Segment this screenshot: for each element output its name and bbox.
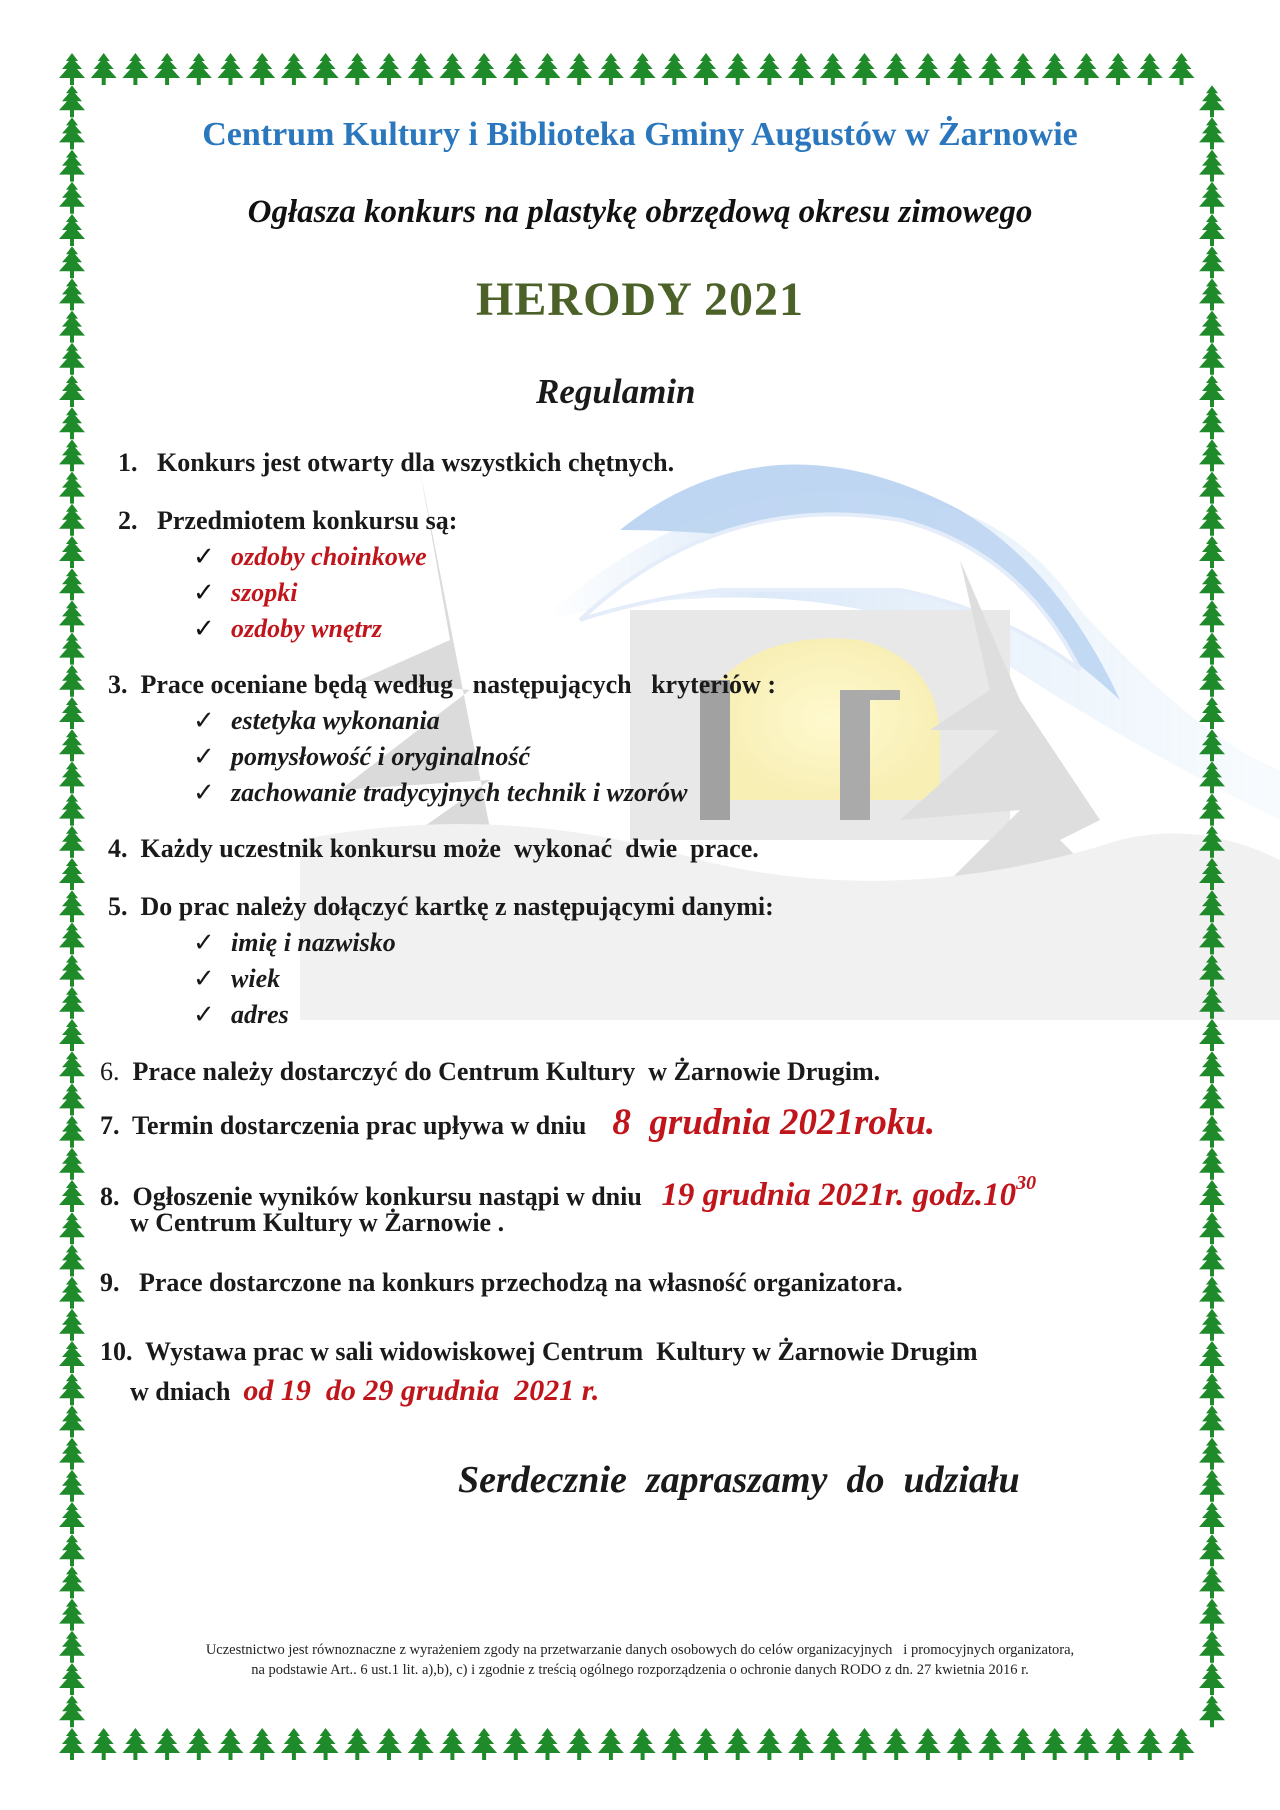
contest-title: HERODY 2021 bbox=[476, 273, 804, 326]
checkmark-icon: ✓ bbox=[193, 742, 215, 771]
rule-10-continuation: w dniach od 19 do 29 grudnia 2021 r. bbox=[130, 1374, 600, 1407]
rule-5 bbox=[108, 892, 774, 922]
rule-number: 1. bbox=[118, 448, 138, 477]
rule-number: 4. bbox=[108, 834, 128, 863]
rule-text: Każdy uczestnik konkursu może wykonać dwie prace. bbox=[140, 834, 759, 863]
rule-text: Prace dostarczone na konkurs przechodzą na własność organizatora. bbox=[139, 1268, 903, 1297]
rule-number: 6. bbox=[100, 1057, 120, 1086]
rule-number: 7. bbox=[100, 1111, 120, 1140]
rule-text: Wystawa prac w sali widowiskowej Centrum Kultury w Żarnowie Drugim bbox=[145, 1337, 978, 1366]
footer-line: Uczestnictwo jest równoznaczne z wyrażeniem zgody na przetwarzanie danych osobowych do celów organizacyjnych i promocyjnych organizatora, bbox=[205, 1642, 1075, 1658]
list-item: ✓ wiek bbox=[193, 964, 281, 993]
list-item: ✓ adres bbox=[193, 1000, 289, 1029]
rule-text: Prace należy dostarczyć do Centrum Kultury w Żarnowie Drugim. bbox=[132, 1057, 881, 1086]
rule-10 bbox=[100, 1337, 978, 1367]
checkmark-icon: ✓ bbox=[193, 614, 215, 643]
exhibition-dates: od 19 do 29 grudnia 2021 r. bbox=[243, 1374, 600, 1407]
list-item: ✓ pomysłowość i oryginalność bbox=[193, 742, 531, 771]
checkmark-icon: ✓ bbox=[193, 1000, 215, 1029]
list-item: ✓ ozdoby wnętrz bbox=[193, 614, 382, 643]
announcement-subtitle: Ogłasza konkurs na plastykę obrzędową okresu zimowego bbox=[247, 194, 1033, 230]
rule-number: 2. bbox=[118, 506, 138, 535]
organization-heading: Centrum Kultury i Biblioteka Gminy Augustów w Żarnowie bbox=[202, 116, 1078, 153]
rule-text: Prace oceniane będą według następujących kryteriów : bbox=[140, 670, 776, 699]
checkmark-icon: ✓ bbox=[193, 928, 215, 957]
rule-8-continuation: w Centrum Kultury w Żarnowie . bbox=[130, 1208, 505, 1237]
rule-number: 9. bbox=[100, 1268, 120, 1297]
results-date: 19 grudnia 2021r. $godz.10^{30}$ bbox=[661, 1172, 1037, 1213]
rule-7 bbox=[100, 1101, 935, 1144]
rule-6 bbox=[100, 1057, 880, 1087]
rule-text: Ogłoszenie wyników konkursu nastąpi w dniu bbox=[132, 1182, 642, 1211]
deadline-date: 8 grudnia 2021roku. bbox=[612, 1102, 936, 1143]
checkmark-icon: ✓ bbox=[193, 964, 215, 993]
rule-2 bbox=[118, 506, 457, 536]
list-item: ✓ zachowanie tradycyjnych technik i wzorów bbox=[193, 778, 688, 807]
rule-9 bbox=[100, 1268, 903, 1298]
rule-text: Konkurs jest otwarty dla wszystkich chętnych. bbox=[157, 448, 675, 477]
footer-line: na podstawie Art.. 6 ust.1 lit. a),b), c) i zgodnie z treścią ogólnego rozporządzenia o ochronie danych RODO z dn. 27 kwietnia 2016 r. bbox=[251, 1662, 1029, 1678]
list-item: ✓ ozdoby choinkowe bbox=[193, 542, 427, 571]
list-item: ✓ szopki bbox=[193, 578, 298, 607]
rule-number: 3. bbox=[108, 670, 128, 699]
rule-number: 10. bbox=[100, 1337, 133, 1366]
gdpr-footer bbox=[0, 1640, 1280, 1680]
rule-text: Przedmiotem konkursu są: bbox=[157, 506, 458, 535]
list-item: ✓ imię i nazwisko bbox=[193, 928, 396, 957]
checkmark-icon: ✓ bbox=[193, 578, 215, 607]
rule-text: Termin dostarczenia prac upływa w dniu bbox=[132, 1111, 587, 1140]
rule-3 bbox=[108, 670, 776, 700]
rule-1 bbox=[118, 448, 674, 478]
regulations-heading: Regulamin bbox=[536, 372, 696, 411]
rule-4 bbox=[108, 834, 759, 864]
checkmark-icon: ✓ bbox=[193, 542, 215, 571]
rule-text: Do prac należy dołączyć kartkę z następującymi danymi: bbox=[140, 892, 774, 921]
rule-number: 5. bbox=[108, 892, 128, 921]
rule-number: 8. bbox=[100, 1182, 120, 1211]
checkmark-icon: ✓ bbox=[193, 778, 215, 807]
checkmark-icon: ✓ bbox=[193, 706, 215, 735]
list-item: ✓ estetyka wykonania bbox=[193, 706, 440, 735]
closing-invitation: Serdecznie zapraszamy do udziału bbox=[458, 1459, 1020, 1501]
